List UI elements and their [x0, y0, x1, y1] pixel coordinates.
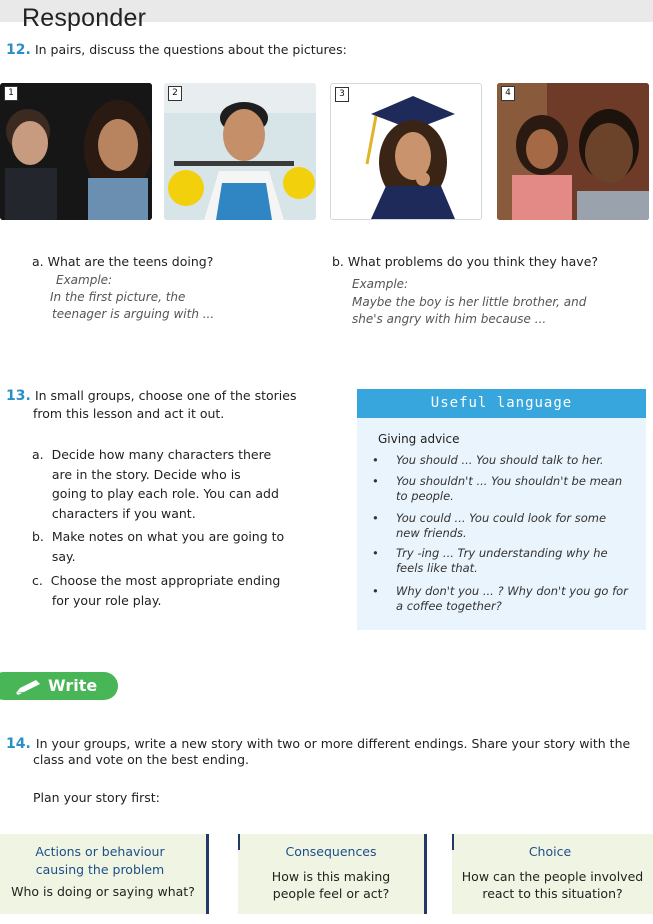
list-item-line: characters if you want.	[32, 505, 196, 521]
example-line: Maybe the boy is her little brother, and	[352, 295, 587, 309]
picture-number: 2	[168, 86, 182, 101]
useful-item-text: a coffee together?	[396, 599, 502, 613]
question-text: from this lesson and act it out.	[33, 406, 225, 421]
example-line: In the first picture, the	[50, 290, 186, 304]
picture-3	[330, 83, 482, 220]
useful-item-text: feels like that.	[396, 561, 478, 575]
column-body: How can the people involved	[461, 869, 644, 884]
write-label: Write	[48, 676, 98, 695]
useful-item-text: You shouldn't ... You shouldn't be mean	[396, 474, 623, 488]
example-line: teenager is arguing with ...	[52, 307, 215, 321]
example-line: she's angry with him because ...	[352, 312, 547, 326]
question-12	[6, 40, 347, 60]
column-divider	[424, 834, 427, 914]
picture-2-illustration	[164, 83, 316, 220]
list-item-line: say.	[32, 549, 76, 564]
question-number: 12.	[6, 42, 31, 58]
column-body: react to this situation?	[482, 886, 623, 901]
picture-3-illustration	[331, 84, 481, 219]
useful-item: • You should ... You should talk to her.	[372, 453, 642, 468]
list-item-line: for your role play.	[32, 593, 162, 608]
question-13c	[32, 571, 280, 611]
useful-item: • You could ... You could look for some new friends.	[372, 511, 642, 541]
list-item-line: c. Choose the most appropriate ending	[32, 573, 281, 588]
picture-4	[497, 83, 649, 220]
column-divider	[206, 834, 209, 914]
example-label: Example:	[352, 277, 409, 291]
picture-1-illustration	[0, 83, 152, 220]
list-item-line: going to play each role. You can add	[32, 486, 279, 501]
list-item-line: b. Make notes on what you are going to	[32, 529, 285, 544]
useful-item: • Try -ing ... Try understanding why he feels like that.	[372, 546, 642, 576]
column-body: people feel or act?	[272, 886, 390, 901]
picture-number: 1	[4, 86, 18, 101]
question-text: In small groups, choose one of the stories	[34, 388, 297, 403]
question-12b: b. What problems do you think they have?	[332, 254, 599, 269]
pencil-icon	[14, 677, 44, 697]
plan-instruction: Plan your story first:	[33, 790, 160, 805]
question-12a: a. What are the teens doing?	[32, 254, 214, 269]
useful-language-title: Useful language	[357, 389, 646, 418]
column-heading: causing the problem	[35, 862, 165, 877]
useful-item: • You shouldn't ... You shouldn't be mean to people.	[372, 474, 642, 504]
column-body: How is this making	[271, 869, 391, 884]
question-13	[6, 386, 296, 406]
list-item-line: a. Decide how many characters there	[32, 447, 272, 462]
question-13b	[32, 527, 284, 567]
column-heading: Consequences	[285, 844, 377, 859]
picture-4-illustration	[497, 83, 649, 220]
question-number: 13.	[6, 388, 31, 404]
question-text: class and vote on the best ending.	[33, 752, 249, 767]
useful-item-text: Try -ing ... Try understanding why he	[396, 546, 608, 560]
example-label: Example:	[56, 273, 113, 287]
useful-item-text: You could ... You could look for some	[396, 511, 607, 525]
column-heading: Actions or behaviour	[35, 844, 165, 859]
useful-language-subtitle: Giving advice	[378, 432, 460, 446]
picture-number: 4	[501, 86, 515, 101]
page-title: Responder	[22, 4, 147, 32]
useful-item-text: Why don't you ... ? Why don't you go for	[396, 584, 628, 598]
question-number: 14.	[6, 736, 31, 752]
useful-item-text: new friends.	[396, 526, 467, 540]
useful-item-text: to people.	[396, 489, 454, 503]
list-item-line: are in the story. Decide who is	[32, 466, 241, 482]
picture-number: 3	[335, 87, 349, 102]
picture-2	[164, 83, 316, 220]
useful-item: • Why don't you ... ? Why don't you go for a coffee together?	[372, 584, 642, 614]
question-text: In your groups, write a new story with two or more different endings. Share your story with the	[35, 736, 631, 751]
question-14	[6, 733, 630, 752]
column-heading: Choice	[528, 844, 572, 859]
question-text: In pairs, discuss the questions about the pictures:	[34, 42, 347, 57]
question-13a	[32, 445, 279, 523]
useful-item-text: You should ... You should talk to her.	[396, 453, 604, 467]
column-body: Who is doing or saying what?	[11, 884, 195, 899]
picture-1	[0, 83, 152, 220]
